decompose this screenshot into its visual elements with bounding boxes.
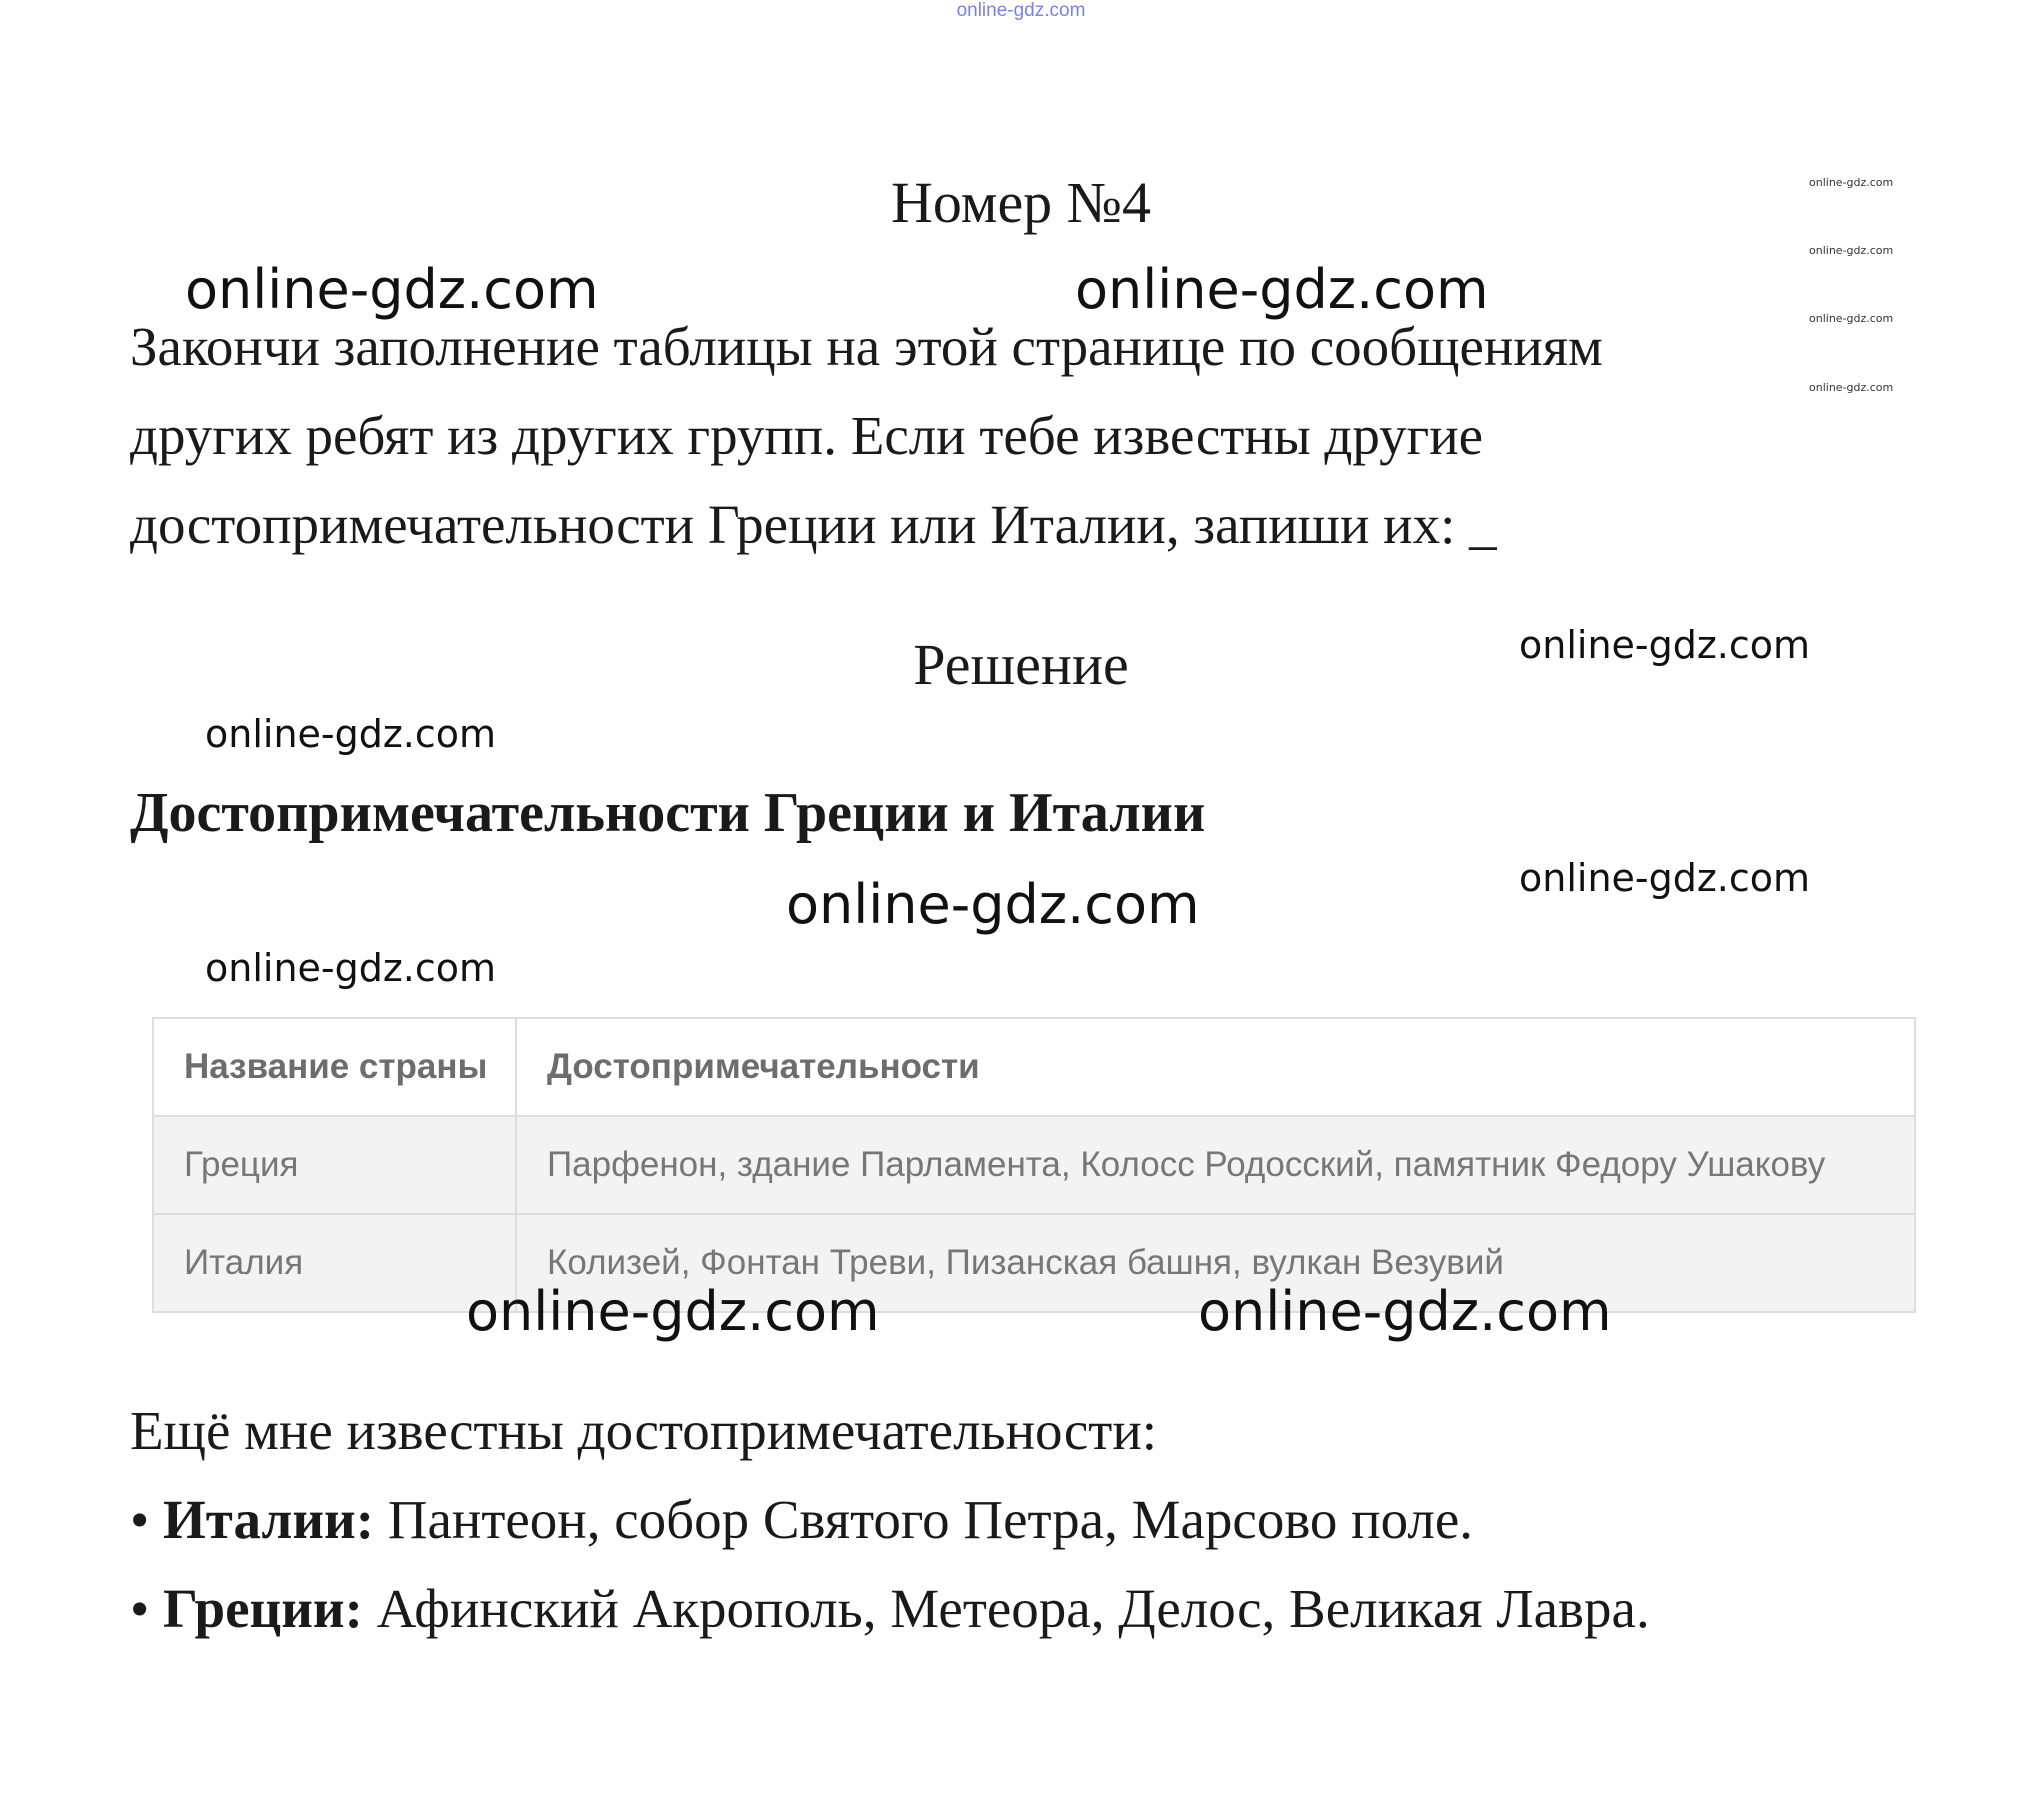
sights-table bbox=[152, 1017, 1916, 1313]
list-item bbox=[130, 1475, 1650, 1564]
watermark-text: online-gdz.com bbox=[1198, 1280, 1612, 1343]
task-line: Закончи заполнение таблицы на этой странице по сообщениям bbox=[130, 316, 1603, 377]
bullet-mark: • bbox=[130, 1578, 150, 1639]
watermark-text: online-gdz.com bbox=[1809, 244, 1894, 257]
task-line: других ребят из других групп. Если тебе известны другие bbox=[130, 405, 1484, 466]
bullet-text: Пантеон, собор Святого Петра, Марсово поле. bbox=[374, 1489, 1473, 1550]
table-row bbox=[154, 1214, 1914, 1311]
watermark-text: online-gdz.com bbox=[185, 258, 599, 321]
table-header-cell: Название страны bbox=[154, 1019, 516, 1116]
table-header-row bbox=[154, 1019, 1914, 1116]
section-heading: Достопримечательности Греции и Италии bbox=[130, 782, 1206, 844]
extra-sights bbox=[130, 1386, 1650, 1653]
solution-title: Решение bbox=[913, 632, 1129, 697]
extra-intro: Ещё мне известны достопримечательности: bbox=[130, 1400, 1158, 1461]
task-line: достопримечательности Греции или Италии, запиши их: _ bbox=[130, 494, 1497, 555]
watermark-text: online-gdz.com bbox=[1075, 258, 1489, 321]
task-text bbox=[130, 302, 1830, 569]
watermark-text: online-gdz.com bbox=[1809, 381, 1894, 394]
watermark-text: online-gdz.com bbox=[1519, 623, 1811, 667]
bullet-label: Греции: bbox=[163, 1578, 363, 1639]
table-cell-sights: Парфенон, здание Парламента, Колосс Родосский, памятник Федору Ушакову bbox=[516, 1116, 1914, 1213]
watermark-text: online-gdz.com bbox=[205, 712, 497, 756]
watermark-text: online-gdz.com bbox=[1809, 176, 1894, 189]
page-title: Номер №4 bbox=[890, 170, 1152, 235]
watermark-text: online-gdz.com bbox=[466, 1280, 880, 1343]
top-watermark: online-gdz.com bbox=[956, 0, 1086, 21]
list-item bbox=[130, 1564, 1650, 1653]
table-header-cell: Достопримечательности bbox=[516, 1019, 1914, 1116]
bullet-mark: • bbox=[130, 1489, 150, 1550]
table-cell-sights: Колизей, Фонтан Треви, Пизанская башня, вулкан Везувий bbox=[516, 1214, 1914, 1311]
bullet-text: Афинский Акрополь, Метеора, Делос, Великая Лавра. bbox=[362, 1578, 1650, 1639]
watermark-text: online-gdz.com bbox=[205, 946, 497, 990]
watermark-text: online-gdz.com bbox=[786, 873, 1200, 936]
table-row bbox=[154, 1116, 1914, 1213]
watermark-text: online-gdz.com bbox=[1519, 856, 1811, 900]
bullet-label: Италии: bbox=[163, 1489, 375, 1550]
table-cell-country: Италия bbox=[154, 1214, 516, 1311]
sights-table-grid bbox=[154, 1019, 1914, 1311]
watermark-text: online-gdz.com bbox=[1809, 312, 1894, 325]
table-cell-country: Греция bbox=[154, 1116, 516, 1213]
